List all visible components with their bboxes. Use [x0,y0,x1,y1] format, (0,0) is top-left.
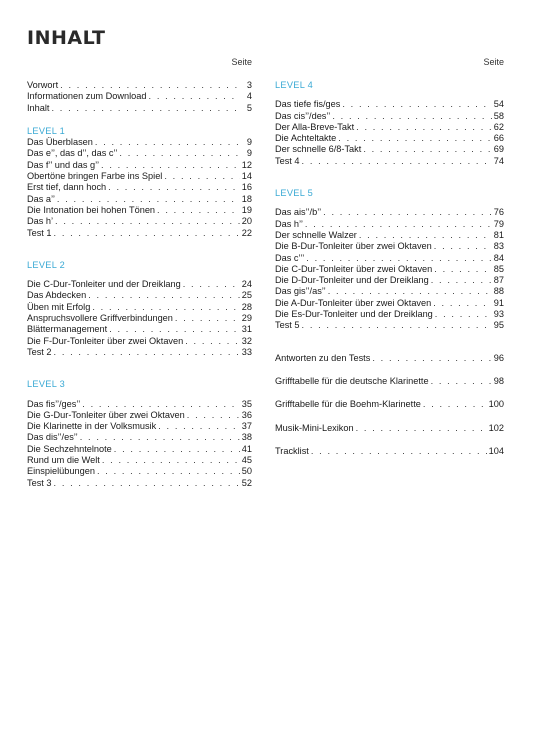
toc-entry-title: Grifftabelle für die Boehm-Klarinette [275,399,421,410]
page-column-header: Seite [231,57,252,67]
toc-entry [27,160,252,171]
toc-entry-page: 52 [241,477,252,488]
toc-entry-title: Grifftabelle für die deutsche Klarinette [275,375,429,386]
toc-entry-page: 36 [241,409,252,420]
toc-entry [275,156,504,167]
toc-entry-title: Das Überblasen [27,137,93,148]
toc-entry [275,309,504,320]
dot-leader [157,205,240,216]
dot-leader [119,148,240,159]
toc-entry [275,144,504,155]
dot-leader [305,219,492,230]
toc-entry [27,399,252,410]
dot-leader [302,156,492,167]
toc-entry-title: Die C-Dur-Tonleiter über zwei Oktaven [275,263,433,274]
toc-entry-page: 54 [493,99,504,110]
toc-entry-page: 25 [241,290,252,301]
toc-entry-title: Der schnelle 6/8-Takt [275,144,362,155]
toc-entry [27,302,252,313]
dot-leader [54,347,240,358]
toc-entry-page: 87 [493,275,504,286]
toc-entry [27,137,252,148]
toc-entry [27,103,252,114]
toc-entry-title: Die B-Dur-Tonleiter über zwei Oktaven [275,241,432,252]
toc-entry-title: Das fis’’/ges’’ [27,398,81,409]
toc-entry-title: Das f’’ und das g’’ [27,159,100,170]
toc-entry-page: 45 [241,455,252,466]
toc-entry [275,122,504,133]
dot-leader [332,111,491,122]
extras-section [275,353,504,457]
toc-entry-title: Die C-Dur-Tonleiter und der Dreiklang [27,279,181,290]
toc-entry-page: 98 [493,375,504,386]
dot-leader [356,122,492,133]
toc-entry [275,353,504,364]
dot-leader [92,302,239,313]
dot-leader [95,137,240,148]
dot-leader [431,275,492,286]
toc-entry-title: Das Abdecken [27,290,87,301]
toc-entry-page: 28 [241,301,252,312]
toc-entry [275,99,504,110]
toc-entry [27,80,252,91]
toc-entry-title: Antworten zu den Tests [275,352,371,363]
toc-entry-title: Die D-Dur-Tonleiter und der Dreiklang [275,275,429,286]
toc-entry-page: 4 [246,91,252,102]
toc-entry-page: 96 [493,352,504,363]
toc-entry-page: 100 [488,399,504,410]
toc-entry [275,133,504,144]
toc-entry-title: Der Alla-Breve-Takt [275,121,355,132]
toc-entry-title: Tracklist [275,445,309,456]
intro-section [27,80,252,114]
level-1-section [27,137,252,239]
toc-entry-title: Obertöne bringen Farbe ins Spiel [27,171,163,182]
toc-entry-page: 32 [241,335,252,346]
toc-entry [27,432,252,443]
dot-leader [434,264,492,275]
toc-entry-title: Das h’’ [275,218,303,229]
level-4-section [275,99,504,167]
toc-entry-page: 37 [241,421,252,432]
dot-leader [82,399,239,410]
dot-leader [185,336,240,347]
toc-entry [275,320,504,331]
toc-entry [27,444,252,455]
dot-leader [149,91,240,102]
toc-entry-title: Das c’’’ [275,252,305,263]
dot-leader [54,478,240,489]
toc-entry [275,253,504,264]
toc-entry-title: Die Klarinette in der Volksmusik [27,421,157,432]
dot-leader [97,466,240,477]
level-1-heading: LEVEL 1 [27,125,66,136]
toc-entry-page: 38 [241,432,252,443]
toc-entry-page: 50 [241,466,252,477]
dot-leader [102,455,240,466]
toc-entry-page: 18 [241,193,252,204]
toc-entry [275,207,504,218]
toc-entry-title: Die F-Dur-Tonleiter über zwei Oktaven [27,335,184,346]
dot-leader [435,309,492,320]
toc-entry-title: Die Es-Dur-Tonleiter und der Dreiklang [275,309,433,320]
toc-entry [27,290,252,301]
toc-entry [275,275,504,286]
toc-entry-page: 104 [488,445,504,456]
toc-entry [27,228,252,239]
toc-entry-page: 29 [241,313,252,324]
toc-entry [27,347,252,358]
dot-leader [187,410,240,421]
page-column-header: Seite [483,57,504,67]
toc-entry-title: Das tiefe fis/ges [275,99,341,110]
level-5-heading: LEVEL 5 [275,188,314,199]
toc-entry [27,313,252,324]
toc-entry-title: Anspruchsvollere Griffverbindungen [27,313,173,324]
toc-entry-page: 3 [246,80,252,90]
toc-entry [27,455,252,466]
toc-entry [27,478,252,489]
toc-entry-page: 76 [493,207,504,218]
toc-entry-page: 41 [241,443,252,454]
toc-entry [27,336,252,347]
dot-leader [302,320,492,331]
toc-entry-title: Das h’ [27,216,54,227]
dot-leader [108,182,240,193]
dot-leader [114,444,240,455]
toc-entry [275,286,504,297]
toc-entry-title: Üben mit Erfolg [27,301,91,312]
toc-entry [27,216,252,227]
dot-leader [306,253,491,264]
toc-entry-page: 31 [241,324,252,335]
toc-entry [275,446,504,457]
dot-leader [372,353,491,364]
toc-entry [27,410,252,421]
toc-entry-page: 12 [241,159,252,170]
toc-entry-page: 19 [241,204,252,215]
toc-entry-page: 66 [493,133,504,144]
toc-entry-page: 35 [241,398,252,409]
level-4-heading: LEVEL 4 [275,80,314,90]
toc-entry [27,205,252,216]
toc-entry-page: 9 [246,148,252,159]
toc-entry-title: Das a’’ [27,193,55,204]
toc-entry [27,279,252,290]
toc-entry-page: 74 [493,155,504,166]
toc-entry [275,423,504,434]
toc-entry-title: Informationen zum Download [27,91,147,102]
dot-leader [51,103,240,114]
toc-entry [275,230,504,241]
toc-entry-title: Test 5 [275,320,300,331]
toc-entry [275,376,504,387]
toc-entry [275,219,504,230]
dot-leader [101,160,240,171]
page-title: INHALT [27,27,106,49]
toc-entry-title: Das cis’’/des’’ [275,110,331,121]
dot-leader [323,207,492,218]
toc-entry-title: Test 4 [275,155,300,166]
level-5-section [275,207,504,331]
toc-entry [27,148,252,159]
dot-leader [175,313,240,324]
dot-leader [54,228,240,239]
dot-leader [359,230,492,241]
toc-entry-title: Test 2 [27,346,52,357]
toc-entry-page: 102 [488,422,504,433]
toc-entry-title: Erst tief, dann hoch [27,182,107,193]
dot-leader [158,421,240,432]
dot-leader [433,298,492,309]
dot-leader [338,133,491,144]
toc-entry-page: 69 [493,144,504,155]
toc-entry-page: 5 [246,102,252,113]
toc-entry-page: 88 [493,286,504,297]
toc-entry-title: Inhalt [27,102,50,113]
dot-leader [342,99,491,110]
toc-entry-page: 33 [241,346,252,357]
toc-entry-title: Das dis’’/es’’ [27,432,78,443]
toc-entry-title: Vorwort [27,80,59,90]
toc-entry-title: Einspielübungen [27,466,95,477]
toc-entry [275,399,504,410]
toc-entry-page: 79 [493,218,504,229]
toc-entry-title: Die Achteltakte [275,133,337,144]
toc-entry [275,264,504,275]
toc-entry [27,194,252,205]
toc-entry [27,421,252,432]
toc-entry-title: Musik-Mini-Lexikon [275,422,354,433]
toc-entry [275,241,504,252]
toc-entry-page: 62 [493,121,504,132]
toc-entry-title: Blättermanagement [27,324,108,335]
dot-leader [55,216,240,227]
toc-entry-page: 16 [241,182,252,193]
dot-leader [311,446,487,457]
dot-leader [88,290,240,301]
toc-entry-page: 24 [241,279,252,290]
toc-entry-page: 9 [246,137,252,148]
toc-entry-page: 95 [493,320,504,331]
toc-entry-page: 58 [493,110,504,121]
dot-leader [423,399,487,410]
toc-entry-page: 22 [241,227,252,238]
dot-leader [60,80,240,91]
toc-entry-title: Das ais’’/b’’ [275,207,322,218]
toc-entry [275,298,504,309]
dot-leader [434,241,492,252]
toc-entry-page: 20 [241,216,252,227]
toc-entry-title: Das gis’’/as’’ [275,286,326,297]
toc-entry [275,111,504,122]
dot-leader [183,279,240,290]
level-3-heading: LEVEL 3 [27,379,66,390]
toc-column-right [275,56,504,457]
toc-column-left [27,56,252,489]
toc-entry-title: Die A-Dur-Tonleiter über zwei Oktaven [275,297,432,308]
toc-entry-page: 91 [493,297,504,308]
toc-entry-title: Die G-Dur-Tonleiter über zwei Oktaven [27,409,185,420]
dot-leader [431,376,492,387]
toc-entry-title: Test 1 [27,227,52,238]
toc-entry-title: Die Intonation bei hohen Tönen [27,204,156,215]
level-2-heading: LEVEL 2 [27,259,66,270]
level-2-section [27,279,252,358]
dot-leader [356,423,487,434]
dot-leader [328,286,492,297]
toc-entry-page: 81 [493,229,504,240]
toc-entry-page: 14 [241,171,252,182]
dot-leader [164,171,239,182]
level-3-section [27,399,252,489]
toc-entry [27,171,252,182]
dot-leader [80,432,240,443]
dot-leader [363,144,491,155]
toc-entry [27,324,252,335]
toc-entry-title: Der schnelle Walzer [275,229,357,240]
toc-entry-page: 83 [493,241,504,252]
toc-entry-page: 84 [493,252,504,263]
toc-entry-page: 85 [493,263,504,274]
toc-entry-page: 93 [493,309,504,320]
toc-entry [27,466,252,477]
toc-entry-title: Das e’’, das d’’, das c’’ [27,148,118,159]
toc-entry-title: Rund um die Welt [27,455,100,466]
toc-entry-title: Die Sechzehntelnote [27,443,112,454]
toc-entry [27,182,252,193]
dot-leader [109,324,240,335]
toc-entry [27,91,252,102]
dot-leader [57,194,240,205]
toc-entry-title: Test 3 [27,477,52,488]
